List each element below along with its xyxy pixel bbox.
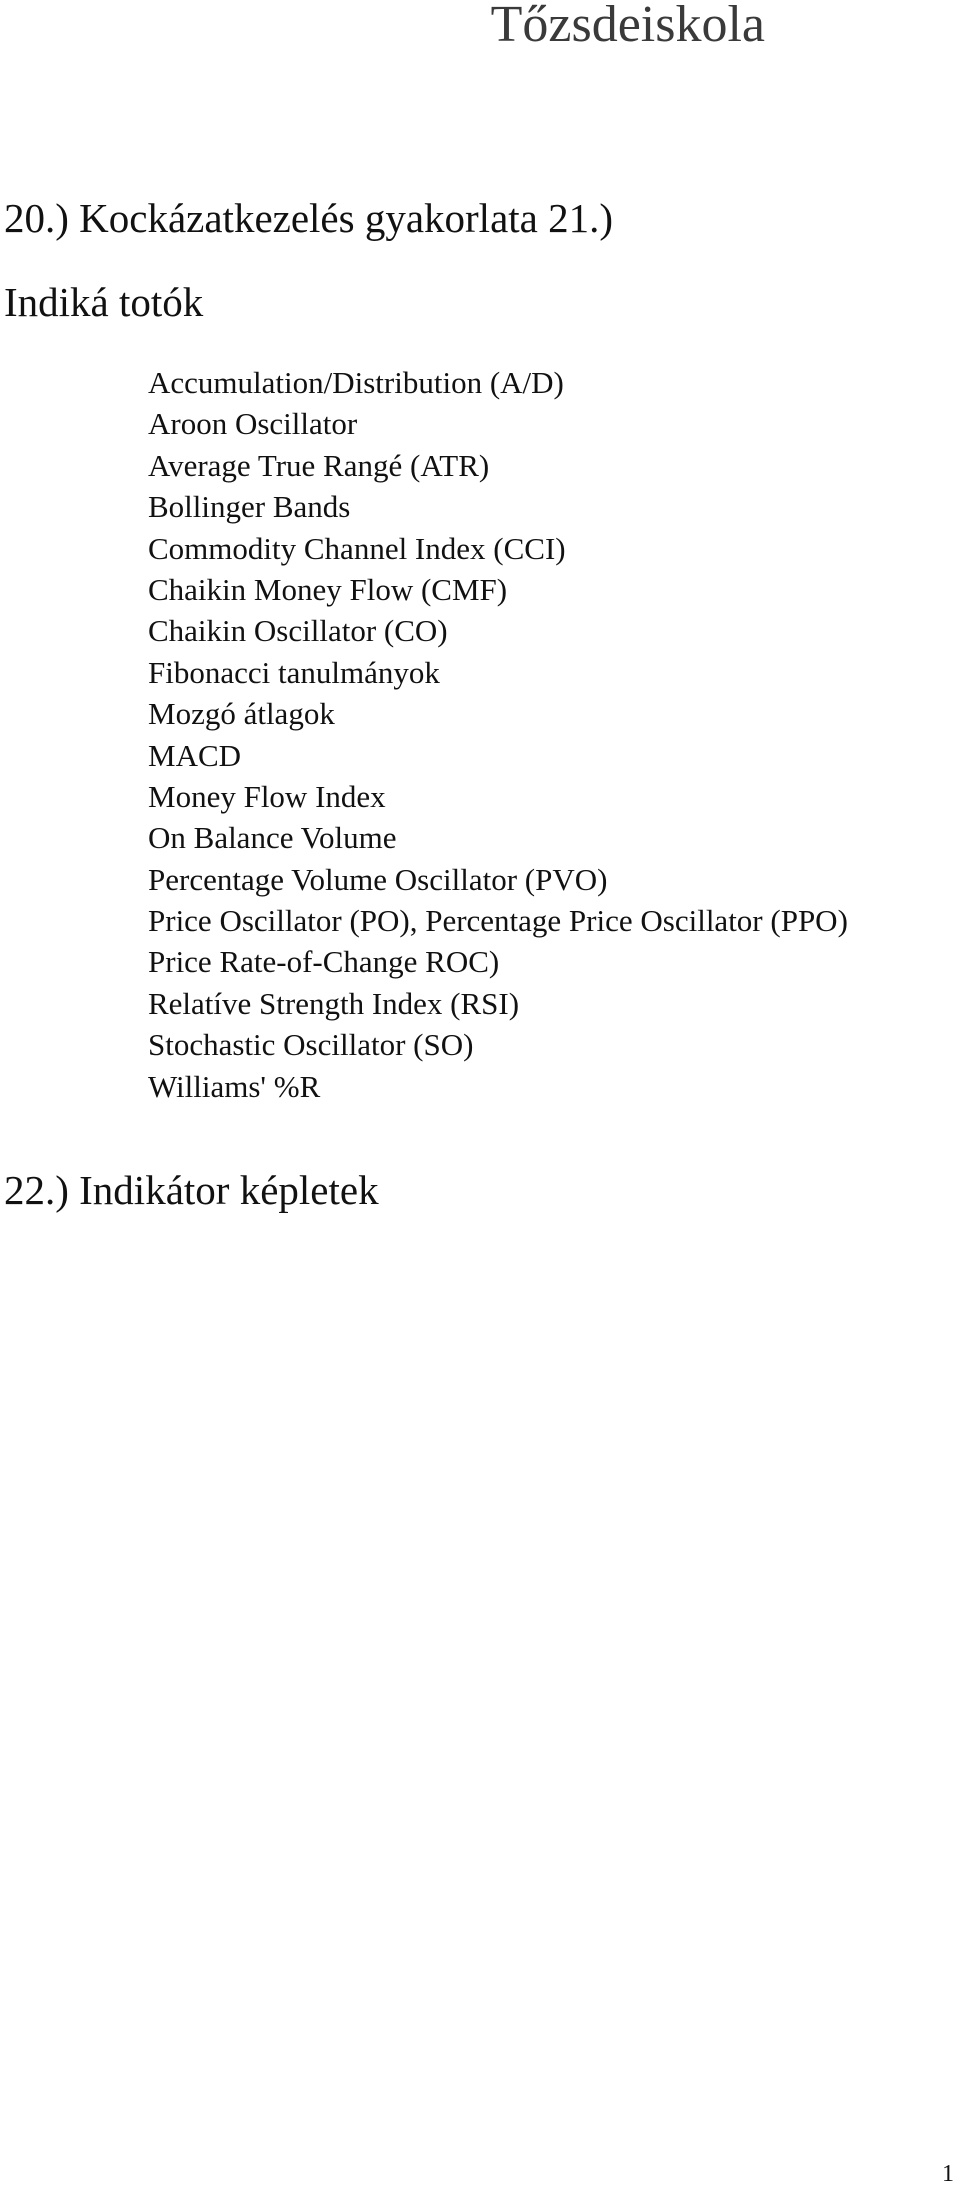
list-item: On Balance Volume <box>148 820 397 856</box>
list-item: Price Rate-of-Change ROC) <box>148 944 500 980</box>
list-item: Williams' %R <box>148 1068 321 1104</box>
list-item: Average True Rangé (ATR) <box>148 447 490 483</box>
list-item: Fibonacci tanulmányok <box>148 654 440 690</box>
list-item: Aroon Oscillator <box>148 406 358 442</box>
section-heading-22: 22.) Indikátor képletek <box>4 1167 379 1213</box>
list-item: MACD <box>148 737 242 773</box>
list-item: Relatíve Strength Index (RSI) <box>148 985 520 1021</box>
page-title: Tőzsdeiskola <box>490 0 765 53</box>
list-item: Stochastic Oscillator (SO) <box>148 1027 474 1063</box>
list-item: Bollinger Bands <box>148 489 351 525</box>
list-item: Chaikin Money Flow (CMF) <box>148 571 508 607</box>
list-item: Money Flow Index <box>148 778 386 814</box>
list-item: Price Oscillator (PO), Percentage Price Oscillator (PPO) <box>148 903 848 939</box>
section-heading-21-continued: Indiká totók <box>4 279 204 325</box>
list-item: Chaikin Oscillator (CO) <box>148 613 448 649</box>
list-item: Accumulation/Distribution (A/D) <box>148 365 564 400</box>
list-item: Mozgó átlagok <box>148 696 335 732</box>
page-number: 1 <box>942 2161 954 2187</box>
list-item: Percentage Volume Oscillator (PVO) <box>148 861 608 897</box>
section-heading-20: 20.) Kockázatkezelés gyakorlata 21.) <box>4 195 614 241</box>
indicator-list <box>148 362 848 1107</box>
list-item: Commodity Channel Index (CCI) <box>148 530 566 566</box>
